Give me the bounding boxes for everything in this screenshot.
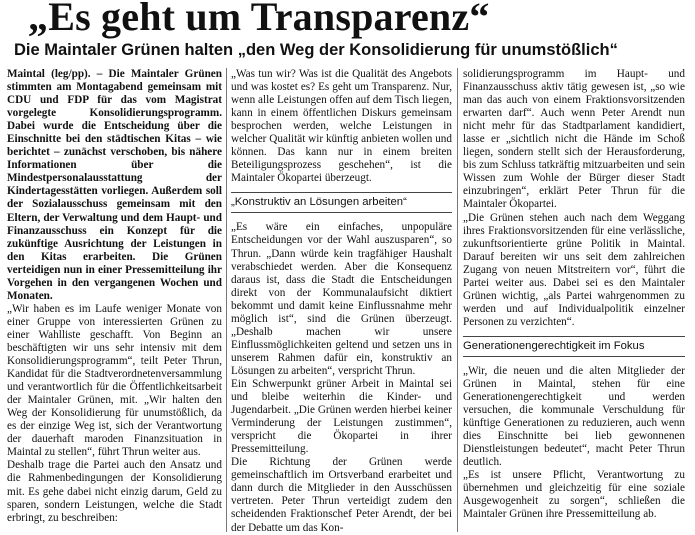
column-2 bbox=[231, 68, 452, 535]
section-heading-konstruktiv: „Konstruktiv an Lösungen arbeiten“ bbox=[231, 192, 452, 213]
section-heading-generationengerechtigkeit: Generationengerechtigkeit im Fokus bbox=[463, 336, 685, 357]
headline: „Es geht um Transparenz“ bbox=[28, 0, 490, 39]
body-paragraph: solidierungsprogramm im Haupt- und Finanzausschuss aktiv tätig gewesen ist, „so wie man das auch von einem Fraktionsvorsitzenden erwarten darf“. Auch wenn Peter Arendt nun nicht mehr für das Stadtparlament kandidiert, lasse er „sichtlich nicht die Hände im Schoß liegen, sondern stellt sich der Herausforderung, bis zum Schluss tatkräftig mitzuarbeiten und sein Wissen zum Wohle der Bürger dieser Stadt einzubringen“, erklärt Peter Thrun für die Maintaler Ökopartei. bbox=[463, 68, 685, 211]
column-3 bbox=[463, 68, 685, 535]
body-paragraph: „Es ist unsere Pflicht, Verantwortung zu übernehmen und gleichzeitig für eine soziale Ausgewogenheit zu sorgen“, schließen die Maintaler Grünen ihre Pressemitteilung ab. bbox=[463, 469, 685, 521]
body-paragraph: Ein Schwerpunkt grüner Arbeit in Maintal sei und bleibe weiterhin die Kinder- und Jugendarbeit. „Die Grünen werden hierbei keiner Verminderung der Leistungen zustimmen“, verspricht die Ökopartei in ihrer Pressemitteilung. bbox=[231, 377, 452, 456]
body-paragraph: „Die Grünen stehen auch nach dem Weggang ihres Fraktionsvorsitzenden für eine verlässliche, zukunftsorientierte grüne Politik in Maintal. Darauf bereiten wir uns seit dem zahlreichen Zugang von neuen Mitstreitern vor“, führt die Partei weiter aus. Dabei sei es den Maintaler Grünen wichtig, „als Partei wahrgenommen zu werden und auf Individualpolitik einzelner Personen zu verzichten“. bbox=[463, 211, 685, 328]
subheadline: Die Maintaler Grünen halten „den Weg der Konsolidierung für unumstößlich“ bbox=[14, 41, 618, 59]
body-paragraph: Deshalb trage die Partei auch den Ansatz und die Rahmenbedingungen der Konsolidierung mit. Es gehe dabei nicht einzig darum, Geld zu sparen, sondern Leistungen, welche die Stadt erbringt, zu beschreiben: bbox=[7, 459, 222, 524]
body-paragraph: Die Richtung der Grünen werde gemeinschaftlich im Ortsverband erarbeitet und dann durch die Mitglieder in den Ausschüssen vertreten. Peter Thrun verteidigt zudem den scheidenden Fraktionschef Peter Arendt, der bei der Debatte um das Kon- bbox=[231, 456, 452, 534]
body-paragraph: „Wir haben es im Laufe weniger Monate von einer Gruppe von interessierten Grünen zu einer Wahlliste geschafft. Von Beginn an beschäftigten wir uns sehr intensiv mit dem Konsolidierungsprogramm“, teilt Peter Thrun, Kandidat für die Stadtverordnetenversammlung und verantwortlich für die Öffentlichkeitsarbeit der Maintaler Grünen, mit. „Wir halten den Weg der Konsolidierung für unumstößlich, da es der einzige Weg ist, sich der Verantwortung der dauerhaft maroden Finanzsituation in Maintal zu stellen“, führt Thrun weiter aus. bbox=[7, 302, 222, 459]
column-divider bbox=[226, 68, 227, 532]
column-1 bbox=[7, 68, 222, 535]
body-paragraph: „Was tun wir? Was ist die Qualität des Angebots und was kostet es? Es geht um Transparenz. Nur, wenn alle Leistungen offen auf dem Tisch liegen, kann in einem öffentlichen Diskurs gemeinsam besprochen werden, welche Leistungen in welcher Qualität wir künftig anbieten wollen und können. Das kann nur in einem breiten Beteiligungsprozess geschehen“, ist die Maintaler Ökopartei überzeugt. bbox=[231, 68, 452, 185]
body-paragraph: „Es wäre ein einfaches, unpopuläre Entscheidungen vor der Wahl auszusparen“, so Thrun. „Dann würde kein tragfähiger Haushalt verabschiedet werden. Aber die Konsequenz daraus ist, dass die Stadt die Entscheidungen direkt von der Kommunalaufsicht diktiert bekommt und damit keine Einflussnahme mehr möglich ist“, sind die Grünen überzeugt. „Deshalb machen wir unsere Einflussmöglichkeiten geltend und setzen uns in unserem Rahmen dafür ein, konstruktiv an Lösungen zu arbeiten“, verspricht Thrun. bbox=[231, 221, 452, 377]
body-paragraph: „Wir, die neuen und die alten Mitglieder der Grünen in Maintal, stehen für eine Generationengerechtigkeit und werden versuchen, die kommunale Verschuldung für künftige Generationen zu reduzieren, auch wenn dies Einschnitte bei lieb gewonnenen Dienstleistungen bedeutet“, macht Peter Thrun deutlich. bbox=[463, 364, 685, 469]
column-divider bbox=[457, 68, 458, 532]
lead-paragraph: Maintal (leg/pp). – Die Maintaler Grünen stimmten am Montagabend gemeinsam mit CDU und FDP für das vom Magistrat vorgelegte Konsolidierungsprogramm. Dabei wurde die Entscheidung über die Einschnitte bei den städtischen Kitas – wie berichtet – zunächst verschoben, bis nähere Informationen über die Mindestpersonalausstattung der Kindertagesstätten vorliegen. Außerdem soll der Sozialausschuss gemeinsam mit den Eltern, der Verwaltung und dem Haupt- und Finanzausschuss ein Konzept für die zukünftige Ausrichtung der Leistungen in den Kitas erarbeiten. Die Grünen verteidigen nun in einer Pressemitteilung ihr Vorgehen in den vergangenen Wochen und Monaten. bbox=[7, 68, 222, 302]
